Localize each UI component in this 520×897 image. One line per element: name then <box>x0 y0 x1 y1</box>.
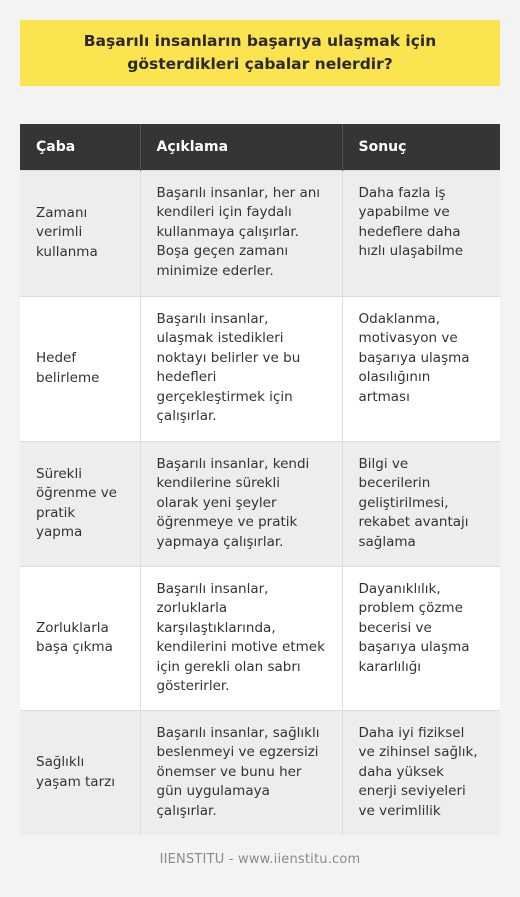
cell-sonuc-text: Bilgi ve becerilerin geliştirilmesi, rekabet avantajı sağlama <box>358 455 469 550</box>
cell-sonuc-text: Daha fazla iş yapabilme ve hedeflere daha hızlı ulaşabilme <box>358 184 464 259</box>
cell-sonuc <box>342 170 500 296</box>
table-header-row <box>20 124 500 170</box>
cell-caba: Zorluklarla başa çıkma <box>20 566 140 710</box>
cell-aciklama <box>140 441 342 566</box>
cell-aciklama-text: Başarılı insanlar, her anı kendileri için faydalı kullanmaya çalışırlar. Boşa geçen zamanı minimize ederler. <box>156 184 321 279</box>
cell-aciklama <box>140 566 342 710</box>
column-header-caba: Çaba <box>20 124 140 170</box>
cell-caba: Hedef belirleme <box>20 296 140 441</box>
cell-sonuc <box>342 441 500 566</box>
cell-sonuc-text: Odaklanma, motivasyon ve başarıya ulaşma olasılığının artması <box>358 310 470 405</box>
cell-sonuc <box>342 296 500 441</box>
cell-aciklama-text: Başarılı insanlar, zorluklarla karşılaştıklarında, kendilerini motive etmek için gerekli olan sabrı gösterirler. <box>156 580 325 694</box>
cell-sonuc <box>342 710 500 835</box>
table-row <box>20 170 500 296</box>
cell-aciklama-text: Başarılı insanlar, sağlıklı beslenmeyi ve egzersizi önemser ve bunu her gün uygulamaya çalışırlar. <box>156 724 320 819</box>
cell-sonuc <box>342 566 500 710</box>
cell-caba: Sağlıklı yaşam tarzı <box>20 710 140 835</box>
table-row <box>20 441 500 566</box>
cell-caba: Sürekli öğrenme ve pratik yapma <box>20 441 140 566</box>
table-row <box>20 296 500 441</box>
column-header-aciklama: Açıklama <box>140 124 342 170</box>
cell-sonuc-text: Daha iyi fiziksel ve zihinsel sağlık, daha yüksek enerji seviyeleri ve verimlilik <box>358 724 478 819</box>
cell-sonuc-text: Dayanıklılık, problem çözme becerisi ve başarıya ulaşma kararlılığı <box>358 580 470 675</box>
cell-aciklama <box>140 710 342 835</box>
cell-aciklama <box>140 296 342 441</box>
column-header-sonuc: Sonuç <box>358 138 407 155</box>
cell-aciklama-text: Başarılı insanlar, ulaşmak istedikleri noktayı belirler ve bu hedefleri gerçekleştirmek için çalışırlar. <box>156 310 301 424</box>
page-title: Başarılı insanların başarıya ulaşmak için gösterdikleri çabalar nelerdir? <box>83 32 437 73</box>
table-row <box>20 710 500 835</box>
table-row <box>20 566 500 710</box>
effort-table <box>20 124 500 835</box>
footer-credit: IIENSTITU - www.iienstitu.com <box>159 852 361 867</box>
title-banner <box>20 20 500 86</box>
cell-caba: Zamanı verimli kullanma <box>20 170 140 296</box>
cell-aciklama <box>140 170 342 296</box>
cell-aciklama-text: Başarılı insanlar, kendi kendilerine sürekli olarak yeni şeyler öğrenmeye ve pratik yapmaya çalışırlar. <box>156 455 310 550</box>
